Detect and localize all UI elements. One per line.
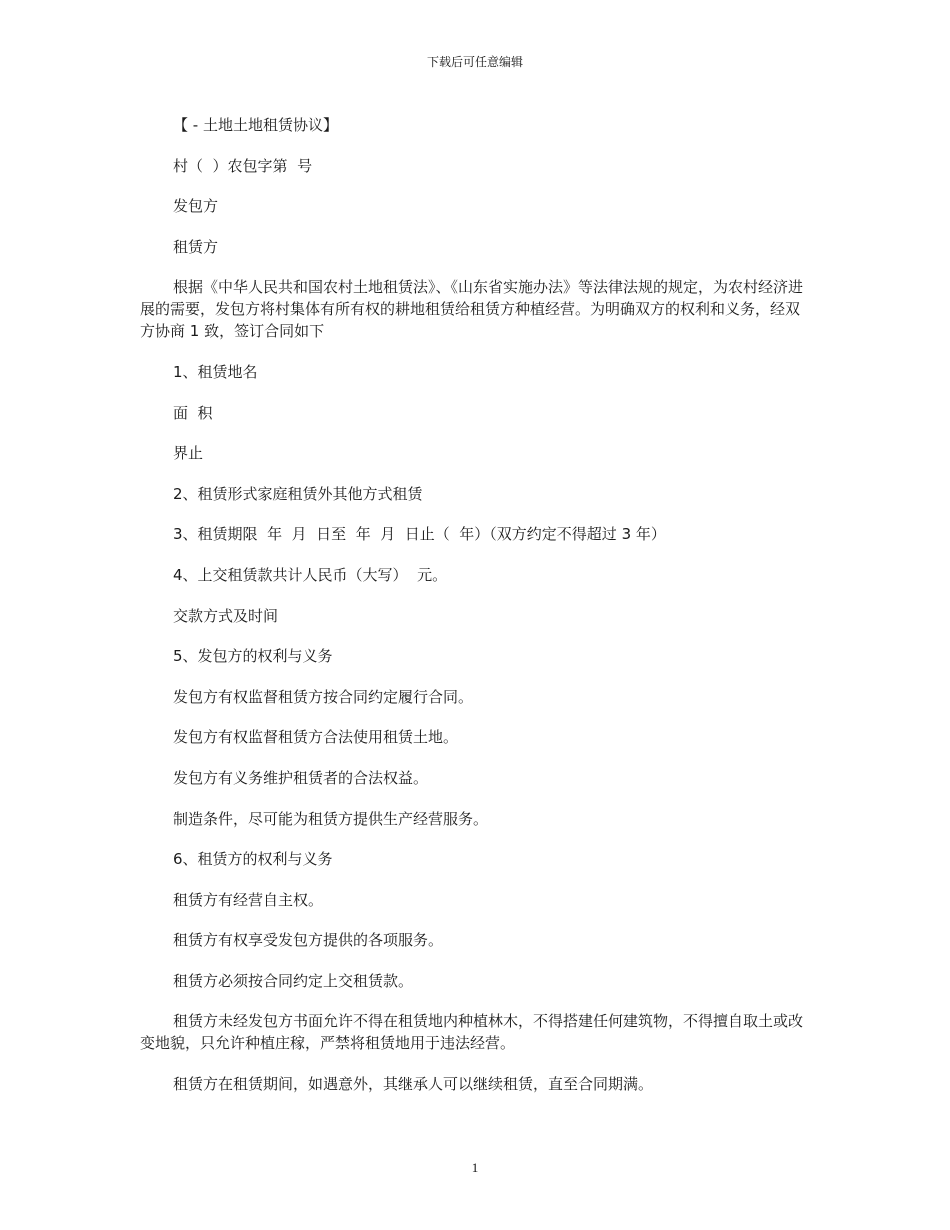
clause-6-item-4: 租赁方未经发包方书面允许不得在租赁地内种植林木，不得搭建任何建筑物，不得擅自取土或改变地貌，只允许种植庄稼，严禁将租赁地用于违法经营。: [140, 1012, 804, 1053]
page-header: 下载后可任意编辑: [426, 55, 523, 69]
party-lessor: 发包方: [173, 197, 219, 216]
clause-2-lease-form: 2、租赁形式家庭租赁外其他方式租赁: [173, 484, 423, 503]
clause-6-item-5: 租赁方在租赁期间，如遇意外，其继承人可以继续租赁，直至合同期满。: [173, 1075, 654, 1094]
clause-5-item-3: 发包方有义务维护租赁者的合法权益。: [173, 768, 429, 787]
clause-6-item-1: 租赁方有经营自主权。: [173, 890, 324, 909]
clause-6-heading: 6、租赁方的权利与义务: [173, 850, 333, 869]
clause-5-item-4: 制造条件，尽可能为租赁方提供生产经营服务。: [173, 809, 489, 828]
preamble-paragraph: 根据《中华人民共和国农村土地租赁法》、《山东省实施办法》等法律法规的规定，为农村经济进展的需要，发包方将村集体有所有权的耕地租赁给租赁方种植经营。为明确双方的权利和义务，经双方协商 1 致，签订合同如下: [140, 278, 804, 341]
clause-1-boundary: 界止: [173, 444, 204, 463]
clause-5-item-1: 发包方有权监督租赁方按合同约定履行合同。: [173, 687, 474, 706]
clause-1-land-name: 1、租赁地名: [173, 362, 258, 381]
clause-5-heading: 5、发包方的权利与义务: [173, 647, 333, 666]
clause-6-item-2: 租赁方有权享受发包方提供的各项服务。: [173, 931, 444, 950]
clause-4-payment-method: 交款方式及时间: [173, 606, 279, 625]
document-body: [140, 114, 812, 1114]
party-lessee: 租赁方: [173, 237, 219, 256]
clause-4-payment-amount: 4、上交租赁款共计人民币（大写） 元。: [173, 565, 448, 584]
document-title: 【 - 土地土地租赁协议】: [173, 116, 338, 134]
clause-3-lease-term: 3、租赁期限 年 月 日至 年 月 日止（ 年）（双方约定不得超过 3 年）: [173, 525, 666, 544]
page-number: 1: [471, 1160, 479, 1175]
clause-5-item-2: 发包方有权监督租赁方合法使用租赁土地。: [173, 728, 459, 747]
clause-1-area: 面 积: [173, 403, 213, 422]
clause-6-item-3: 租赁方必须按合同约定上交租赁款。: [173, 971, 414, 990]
contract-number: 村（ ）农包字第 号: [173, 156, 313, 175]
